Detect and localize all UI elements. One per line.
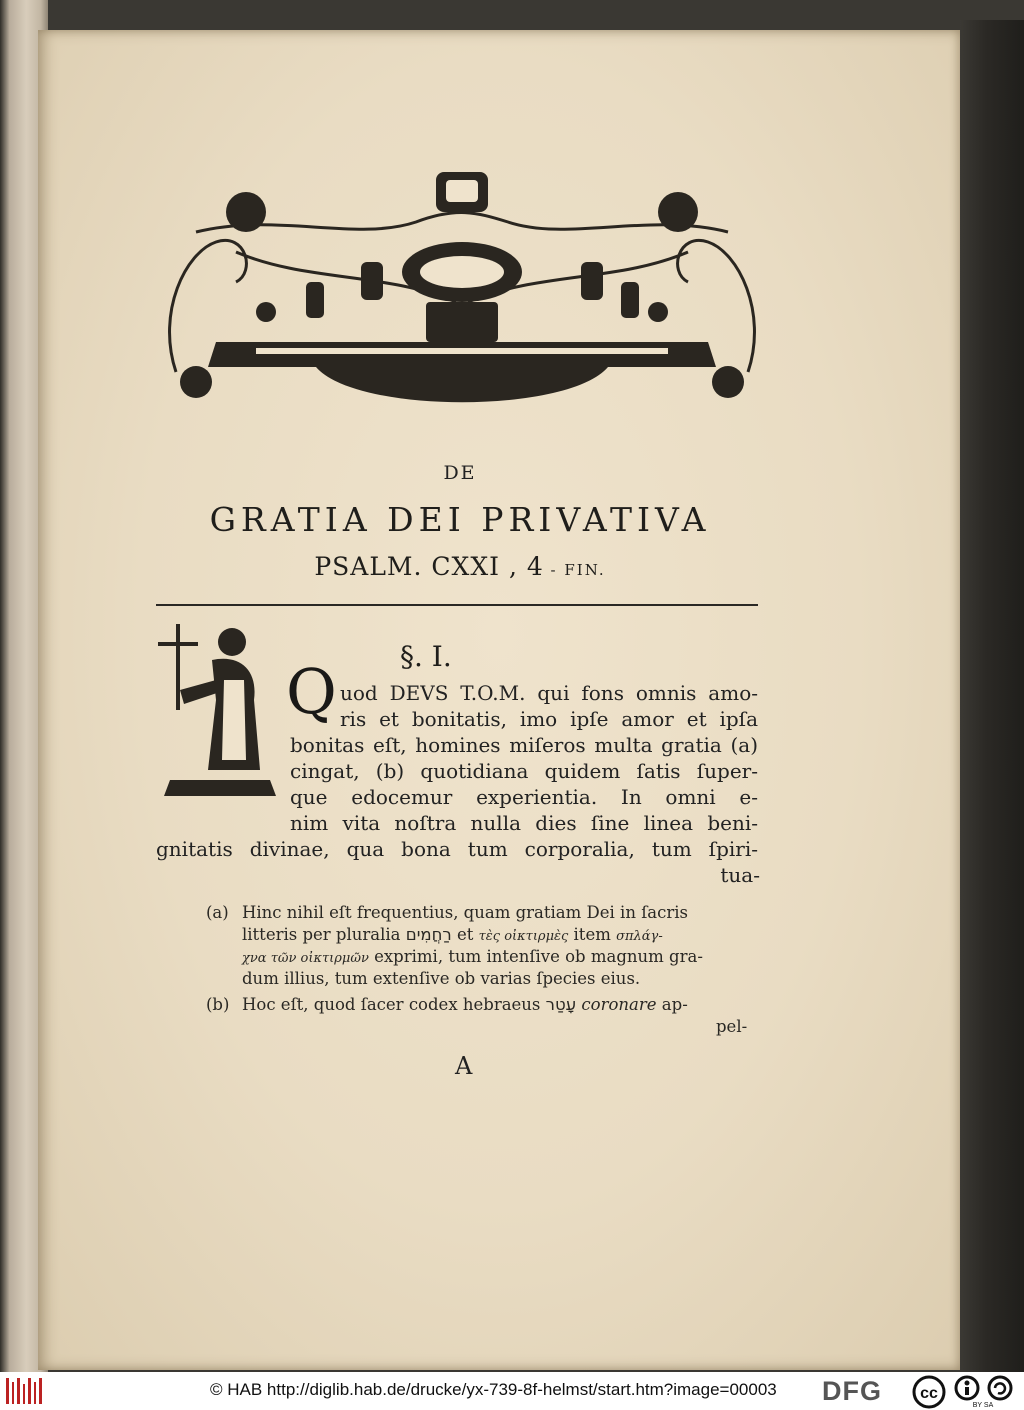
section-heading: §. I. xyxy=(400,640,452,673)
footnote-a-text-2: litteris per pluralia xyxy=(242,925,401,944)
footnote-b-italic: coronare xyxy=(581,995,657,1014)
source-link[interactable]: © HAB http://diglib.hab.de/drucke/yx-739-8f-helmst/start.htm?image=00003 xyxy=(210,1380,777,1399)
footnote-b-hebrew: עָטַר xyxy=(545,995,577,1014)
dfg-logo: DFG xyxy=(822,1376,882,1406)
body-line-4: cingat, (b) quotidiana quidem ſatis ſuper- xyxy=(290,759,758,783)
library-logo-icon xyxy=(6,1378,44,1404)
footnote-a-label: (a) xyxy=(206,903,229,922)
footnote-a-item: item xyxy=(573,925,611,944)
body-line-5: que edocemur experientia. In omni e- xyxy=(290,785,758,809)
footnote-b-text: Hoc eſt, quod ſacer codex hebraeus xyxy=(242,995,541,1014)
woodcut-figure xyxy=(150,620,280,806)
signature-mark: A xyxy=(455,1052,473,1080)
footnote-a-line-4: dum illius, tum extenſive ob varias ſpecies eius. xyxy=(242,969,641,988)
page-title: GRATIA DEI PRIVATIVA xyxy=(209,500,711,539)
psalm-suffix: - FIN. xyxy=(543,561,606,579)
ornamental-headpiece xyxy=(156,152,768,414)
footnote-catchword: pel- xyxy=(716,1017,748,1036)
license-text: BY SA xyxy=(972,1402,994,1409)
footnote-a-line-1 xyxy=(206,902,688,924)
footnote-b-line-1 xyxy=(206,994,688,1016)
footnote-a-text-3: exprimi, tum intenſive ob magnum gra- xyxy=(374,947,703,966)
book-right-edge xyxy=(960,20,1024,1372)
footnote-a-hebrew: רַחֲמִים xyxy=(405,925,452,944)
footnote-a-greek-3: χνα τῶν οἰκτιρμῶν xyxy=(242,951,369,966)
psalm-text: PSALM. CXXI , 4 xyxy=(314,552,544,581)
footer-bar xyxy=(0,1372,1024,1410)
body-line-7: gnitatis divinae, qua bona tum corporalia, tum ſpiri- xyxy=(156,837,758,861)
body-line-1: uod DEVS T.O.M. qui fons omnis amo- xyxy=(340,681,758,705)
footnote-a-greek-1: τὲς οἰκτιρμὲς xyxy=(478,929,569,944)
horizontal-rule xyxy=(156,604,758,606)
footnote-b-label: (b) xyxy=(206,995,230,1014)
footnote-b-end: ap- xyxy=(661,995,688,1014)
footnote-a-line-3 xyxy=(242,946,703,970)
svg-text:cc: cc xyxy=(920,1385,938,1402)
body-catchword: tua- xyxy=(720,863,760,887)
footnote-a-greek-2: σπλάγ- xyxy=(616,929,663,944)
drop-cap: Q xyxy=(286,655,337,728)
footnote-a-et: et xyxy=(456,925,474,944)
license-icon[interactable] xyxy=(912,1375,1022,1409)
footnote-a-line-2 xyxy=(242,924,663,948)
title-de: DE xyxy=(443,462,477,484)
footnote-a-text-1: Hinc nihil eſt frequentius, quam gratiam Dei in ſacris xyxy=(242,903,689,922)
body-line-2: ris et bonitatis, imo ipſe amor et ipſa xyxy=(340,707,758,731)
psalm-reference xyxy=(260,552,660,581)
body-line-6: nim vita noſtra nulla dies ſine linea beni- xyxy=(290,811,758,835)
body-line-3: bonitas eſt, homines miſeros multa gratia (a) xyxy=(290,733,758,757)
